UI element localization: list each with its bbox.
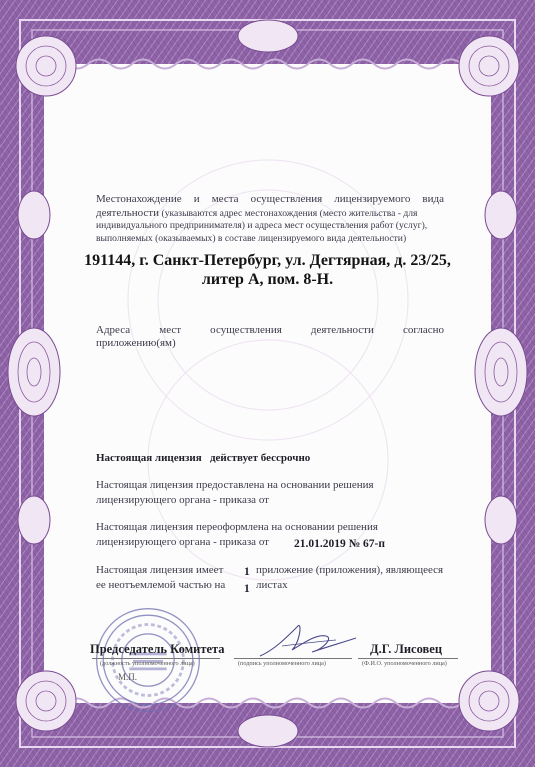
activity-addresses-line-2: приложению(ям): [96, 337, 176, 349]
annex-count: 1: [244, 566, 250, 578]
annex-line-1-right: приложение (приложения), являющееся: [256, 564, 444, 576]
signature-caption: (подпись уполномоченного лица): [238, 660, 326, 667]
reissue-line-1: Настоящая лицензия переоформлена на основании решения: [96, 521, 378, 533]
signatory-name: Д.Г. Лисовец: [370, 642, 443, 656]
grant-line-2: лицензирующего органа - приказа от: [96, 494, 269, 506]
position-caption: (должность уполномоченного лица): [100, 660, 195, 667]
stamp-place-label: М.П.: [118, 672, 138, 682]
location-note-2: индивидуального предпринимателя) и адреса мест осуществления работ (услуг),: [96, 220, 428, 231]
location-heading-end: [96, 207, 452, 221]
address-line-1: 191144, г. Санкт-Петербург, ул. Дегтярная, д. 23/25,: [84, 252, 451, 269]
address-line-2: литер А, пом. 8-Н.: [201, 271, 334, 288]
grant-line-1: Настоящая лицензия предоставлена на основании решения: [96, 479, 374, 491]
reissue-order: 21.01.2019 № 67-п: [294, 538, 386, 550]
validity-row: [96, 452, 310, 464]
signatory-position: Председатель Комитета: [90, 642, 225, 656]
location-heading-2: деятельности: [96, 207, 159, 219]
annex-line-1-left: Настоящая лицензия имеет: [96, 564, 224, 576]
name-caption: (Ф.И.О. уполномоченного лица): [362, 660, 447, 667]
validity-label: Настоящая лицензия: [96, 452, 202, 464]
annex-sheets-count: 1: [244, 583, 250, 595]
location-heading: Местонахождение и места осуществления лицензируемого вида: [96, 193, 444, 205]
annex-line-2-left: ее неотъемлемой частью на: [96, 579, 226, 591]
validity-value: действует бессрочно: [209, 452, 311, 464]
location-note-3: выполняемых (оказываемых) в составе лицензируемого вида деятельности): [96, 233, 407, 244]
reissue-line-2: лицензирующего органа - приказа от: [96, 536, 269, 548]
annex-line-2-right: листах: [256, 579, 288, 591]
activity-addresses-line-1: Адреса мест осуществления деятельности согласно: [96, 324, 444, 336]
location-note-1: (указываются адрес местонахождения (место жительства - для: [161, 208, 418, 219]
